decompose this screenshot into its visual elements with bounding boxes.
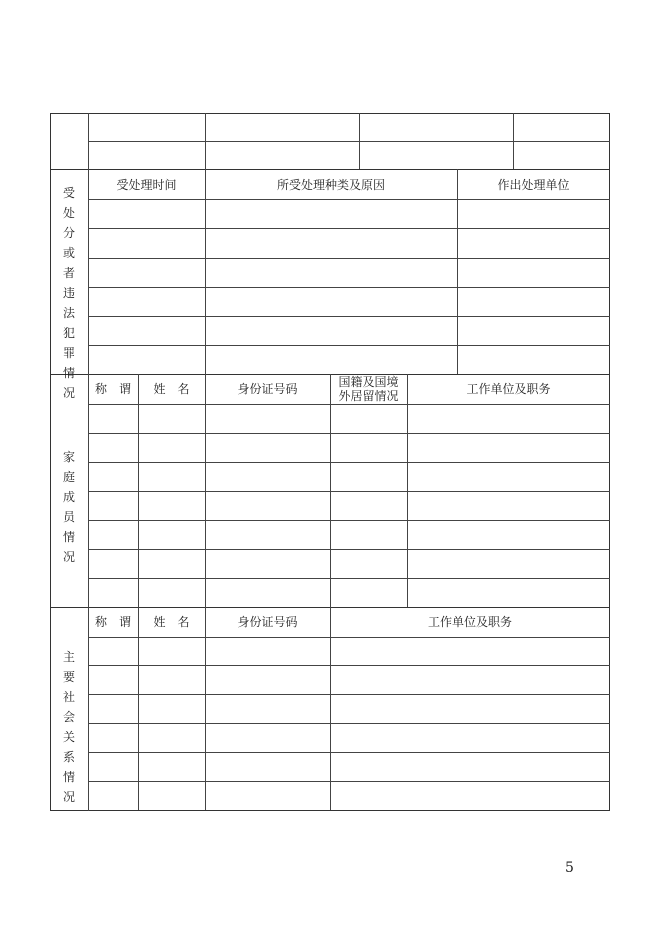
section-label-punishment: 受处分或者违法犯罪情况 bbox=[62, 186, 75, 400]
header-unit: 作出处理单位 bbox=[497, 178, 570, 192]
row-line bbox=[88, 199, 610, 200]
col-line bbox=[205, 374, 206, 607]
col-line bbox=[138, 374, 139, 607]
col-line bbox=[513, 113, 514, 169]
col-line bbox=[138, 607, 139, 810]
col-line bbox=[407, 374, 408, 607]
row-line bbox=[88, 637, 610, 638]
row-line bbox=[88, 462, 610, 463]
row-line bbox=[88, 228, 610, 229]
col-line bbox=[330, 374, 331, 607]
row-line bbox=[88, 491, 610, 492]
header-relation: 称 谓 bbox=[94, 615, 131, 629]
col-line bbox=[205, 169, 206, 374]
col-line bbox=[330, 607, 331, 810]
header-name: 姓 名 bbox=[153, 615, 190, 629]
section-label-family: 家庭成员情况 bbox=[62, 450, 75, 564]
row-line bbox=[88, 287, 610, 288]
col-line bbox=[359, 113, 360, 169]
row-line bbox=[88, 520, 610, 521]
row-line bbox=[88, 578, 610, 579]
row-line bbox=[88, 316, 610, 317]
row-line bbox=[88, 258, 610, 259]
header-id-number: 身份证号码 bbox=[237, 382, 298, 396]
header-work-unit: 工作单位及职务 bbox=[466, 382, 551, 396]
section-label-social: 主要社会关系情况 bbox=[62, 650, 75, 804]
row-line bbox=[88, 752, 610, 753]
row-line bbox=[88, 723, 610, 724]
page-number: 5 bbox=[565, 860, 574, 876]
row-line bbox=[88, 665, 610, 666]
row-line bbox=[88, 345, 610, 346]
header-nationality: 国籍及国境 bbox=[338, 375, 399, 389]
header-residence: 外居留情况 bbox=[338, 389, 399, 403]
row-line bbox=[88, 781, 610, 782]
row-line bbox=[88, 141, 610, 142]
header-name: 姓 名 bbox=[153, 382, 190, 396]
row-line bbox=[88, 549, 610, 550]
col-line bbox=[205, 113, 206, 169]
header-time: 受处理时间 bbox=[116, 178, 177, 192]
header-relation: 称 谓 bbox=[94, 382, 131, 396]
row-line bbox=[88, 694, 610, 695]
col-line bbox=[205, 607, 206, 810]
row-line bbox=[88, 404, 610, 405]
header-type-reason: 所受处理种类及原因 bbox=[276, 178, 385, 192]
header-id-number: 身份证号码 bbox=[237, 615, 298, 629]
col-line bbox=[457, 169, 458, 374]
row-line bbox=[88, 433, 610, 434]
header-work-unit: 工作单位及职务 bbox=[427, 615, 512, 629]
